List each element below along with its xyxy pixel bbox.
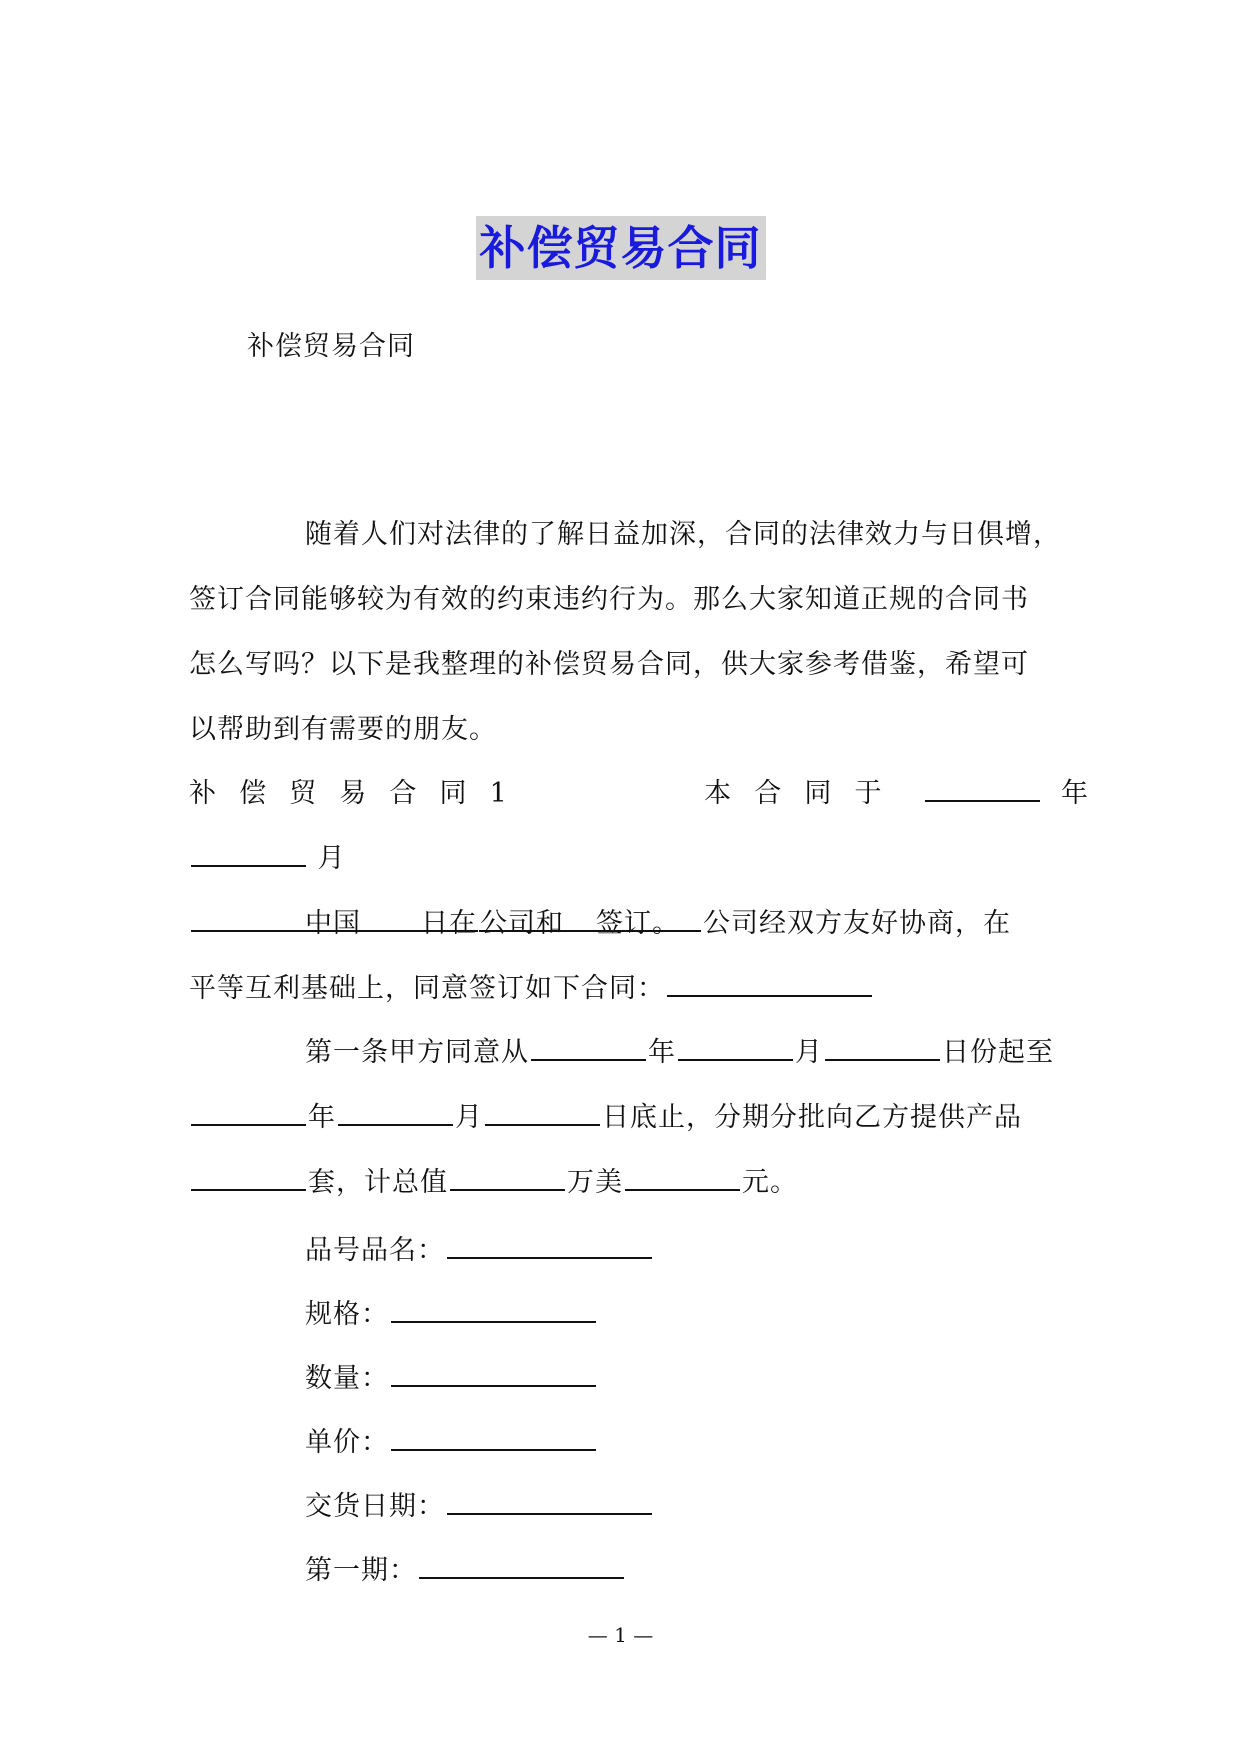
article1-from-day: 日份起至 <box>942 1037 1054 1068</box>
parties-china: 中国 <box>305 908 361 939</box>
page-number: — 1 — <box>587 1623 654 1647</box>
contract1-sign-prefix: 本合同于 <box>704 778 905 809</box>
blank-end-month[interactable] <box>338 1098 453 1126</box>
field-unit-price <box>305 1423 598 1463</box>
contract1-year-label: 年 <box>1060 778 1089 809</box>
intro-line-3: 怎么写吗？以下是我整理的补偿贸易合同，供大家参考借鉴，希望可 <box>189 649 1029 680</box>
article1-line-2 <box>189 1085 1089 1150</box>
contract1-day-at: 日在 <box>421 908 477 939</box>
field-delivery-date-label: 交货日期： <box>305 1491 445 1522</box>
field-delivery-date <box>305 1487 654 1527</box>
article1-line-3 <box>189 1150 1089 1215</box>
contract1-heading: 补偿贸易合同1 <box>189 778 521 809</box>
field-spec-label: 规格： <box>305 1299 389 1330</box>
article1-yuan: 元。 <box>742 1167 798 1198</box>
field-phase-1 <box>305 1551 626 1591</box>
field-unit-price-label: 单价： <box>305 1427 389 1458</box>
intro-line-4: 以帮助到有需要的朋友。 <box>189 714 497 745</box>
intro-paragraph <box>189 502 1089 762</box>
blank-product-name[interactable] <box>447 1231 652 1259</box>
field-product-name <box>305 1231 654 1271</box>
blank-contract-name[interactable] <box>667 969 872 997</box>
field-spec <box>305 1295 598 1335</box>
article1-year-2: 年 <box>308 1102 336 1133</box>
contract1-signed: 签订。 <box>596 908 680 939</box>
article1-line-1 <box>189 1020 1089 1085</box>
contract1-month-label: 月 <box>317 843 346 874</box>
article1-wan-usd: 万美 <box>567 1167 623 1198</box>
blank-sign-year[interactable] <box>925 774 1040 802</box>
parties-line-1 <box>189 891 1089 956</box>
blank-delivery-date[interactable] <box>447 1487 652 1515</box>
blank-total-wan[interactable] <box>450 1163 565 1191</box>
title-container <box>0 216 1241 280</box>
blank-start-day[interactable] <box>825 1033 940 1061</box>
contract1-line-1 <box>189 761 1089 891</box>
article1-year-1: 年 <box>648 1037 676 1068</box>
field-product-name-label: 品号品名： <box>305 1235 445 1266</box>
parties-company-agree: 公司经双方友好协商，在 <box>703 908 1011 939</box>
parties-company-and: 公司和 <box>480 908 564 939</box>
field-quantity-label: 数量： <box>305 1363 389 1394</box>
intro-line-1: 随着人们对法律的了解日益加深，合同的法律效力与日俱增， <box>305 519 1061 550</box>
blank-start-year[interactable] <box>531 1033 646 1061</box>
article1-month-1: 月 <box>795 1037 823 1068</box>
parties-paragraph <box>189 891 1089 1021</box>
blank-unit-price[interactable] <box>391 1423 596 1451</box>
blank-sets[interactable] <box>191 1163 306 1191</box>
article1-prefix: 第一条甲方同意从 <box>305 1037 529 1068</box>
blank-spec[interactable] <box>391 1295 596 1323</box>
field-phase-1-label: 第一期： <box>305 1555 417 1586</box>
parties-line-2 <box>189 956 1089 1021</box>
blank-end-year[interactable] <box>191 1098 306 1126</box>
article1-month-2: 月 <box>455 1102 483 1133</box>
blank-start-month[interactable] <box>678 1033 793 1061</box>
article1-end-day: 日底止，分期分批向乙方提供产品 <box>602 1102 1022 1133</box>
document-title: 补偿贸易合同 <box>476 216 766 280</box>
blank-quantity[interactable] <box>391 1359 596 1387</box>
blank-total-yuan[interactable] <box>625 1163 740 1191</box>
blank-company-b[interactable] <box>566 904 701 932</box>
field-quantity <box>305 1359 598 1399</box>
document-subtitle: 补偿贸易合同 <box>247 331 415 362</box>
blank-company-a[interactable] <box>363 904 478 932</box>
blank-sign-month[interactable] <box>191 839 306 867</box>
parties-line-2-text: 平等互利基础上，同意签订如下合同： <box>189 973 665 1004</box>
blank-end-day[interactable] <box>485 1098 600 1126</box>
article1-paragraph <box>189 1020 1089 1215</box>
intro-line-2: 签订合同能够较为有效的约束违约行为。那么大家知道正规的合同书 <box>189 584 1029 615</box>
blank-phase-1[interactable] <box>419 1551 624 1579</box>
article1-sets: 套，计总值 <box>308 1167 448 1198</box>
